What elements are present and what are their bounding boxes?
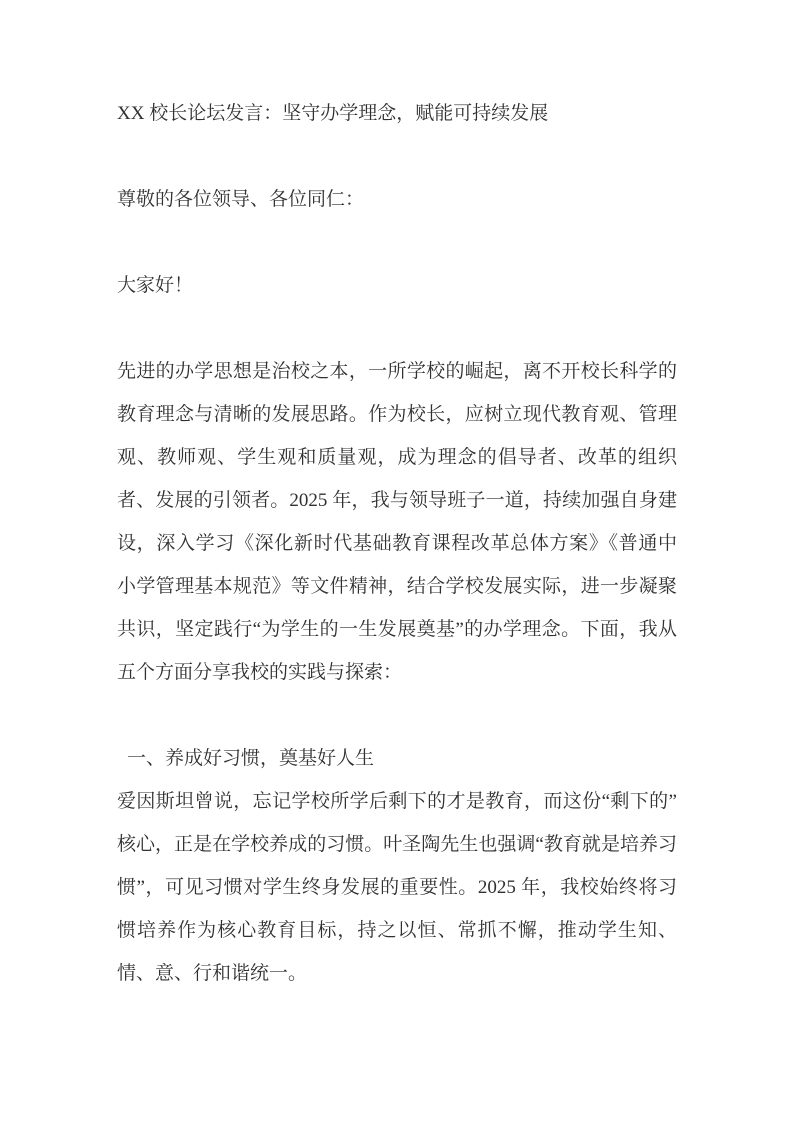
- document-title: XX 校长论坛发言：坚守办学理念，赋能可持续发展: [117, 103, 549, 124]
- greeting-line: 大家好！: [117, 275, 194, 296]
- salutation-line: 尊敬的各位领导、各位同仁：: [117, 189, 365, 210]
- section-1-body: 爱因斯坦曾说，忘记学校所学后剩下的才是教育，而这份“剩下的”核心，正是在学校养成的习惯。叶圣陶先生也强调“教育就是培养习惯”，可见习惯对学生终身发展的重要性。2025 年，我校始终将习惯培养作为核心教育目标，持之以恒、常抓不懈，推动学生知、情、意、行和谐统一。: [117, 791, 677, 984]
- section-1-heading: 一、养成好习惯，奠基好人生: [127, 748, 375, 769]
- intro-paragraph: 先进的办学思想是治校之本，一所学校的崛起，离不开校长科学的教育理念与清晰的发展思路。作为校长，应树立现代教育观、管理观、教师观、学生观和质量观，成为理念的倡导者、改革的组织者、发展的引领者。2025 年，我与领导班子一道，持续加强自身建设，深入学习《深化新时代基础教育课程改革总体方案》《普通中小学管理基本规范》等文件精神，结合学校发展实际，进一步凝聚共识，坚定践行“为学生的一生发展奠基”的办学理念。下面，我从五个方面分享我校的实践与探索：: [117, 361, 677, 683]
